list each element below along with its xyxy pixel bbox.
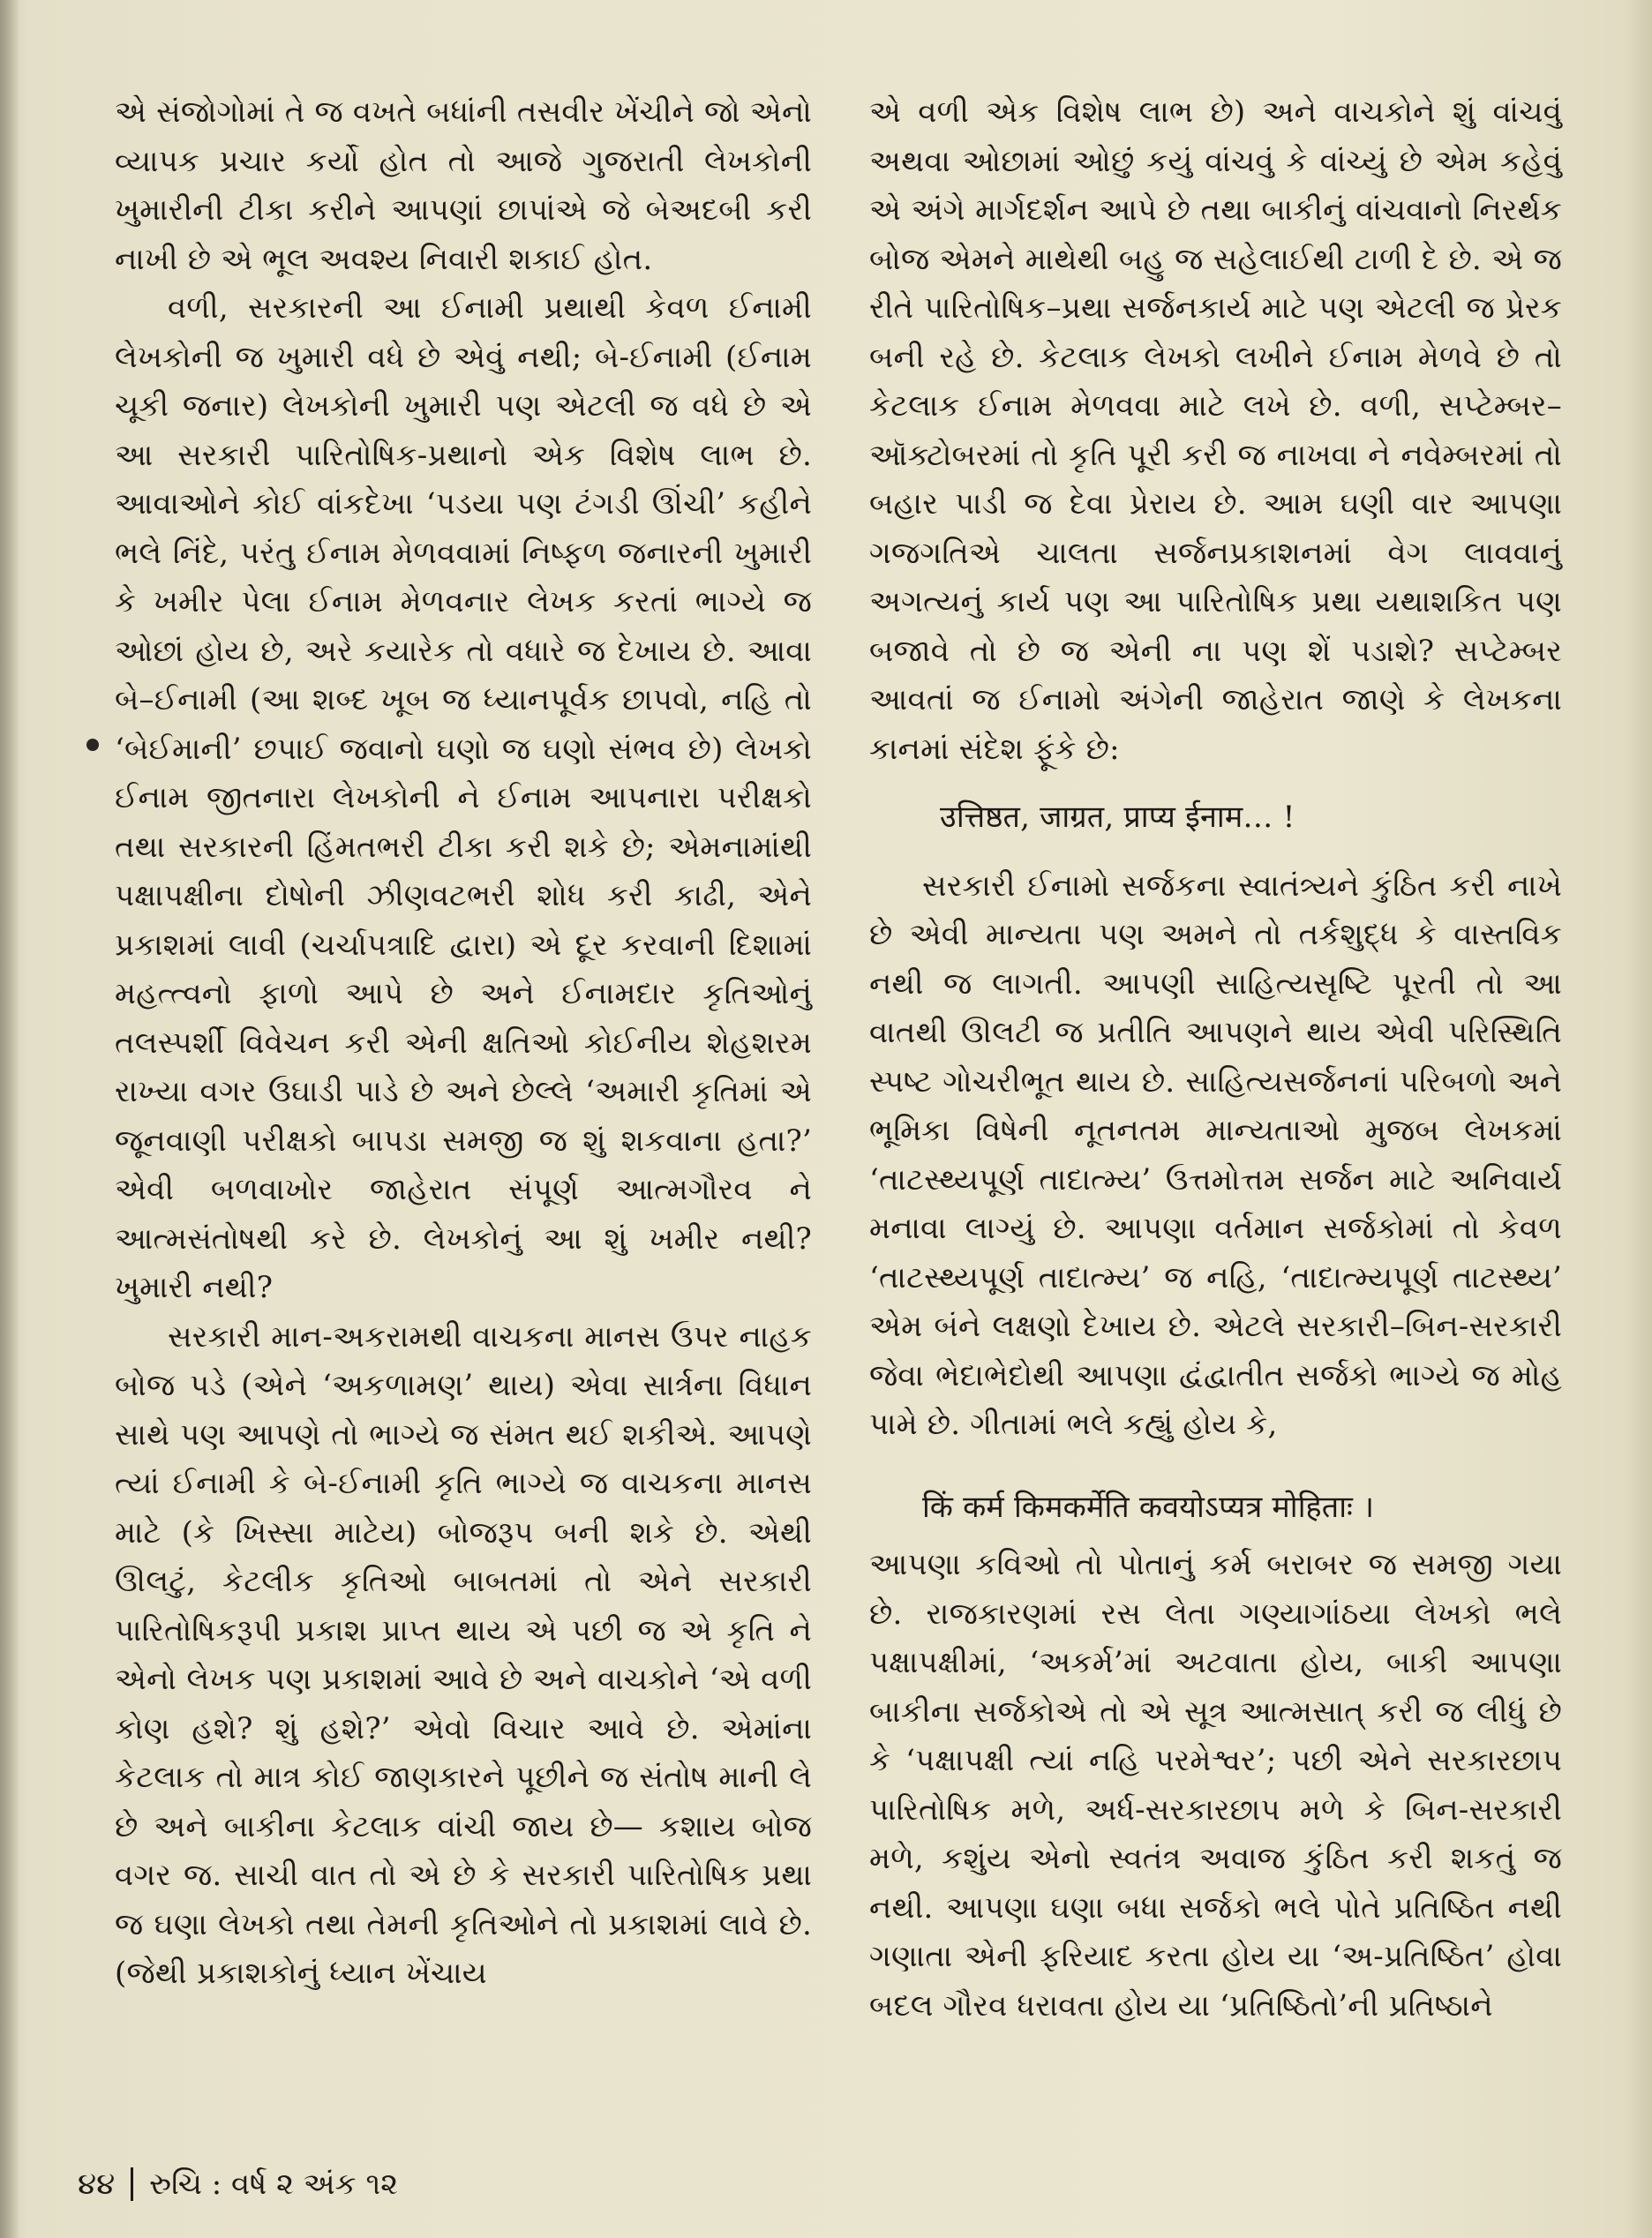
paragraph: વળી, સરકારની આ ઈનામી પ્રથાથી કેવળ ઈનામી લેખકોની જ ખુમારી વધે છે એવું નથી; બે-ઈનામી (ઈનામ ચૂકી જનાર) લેખકોની ખુમારી પણ એટલી જ વધે છે એ આ સરકારી પારિતોષિક-પ્રથાનો એક વિશેષ લાભ છે. આવાઓને કોઈ વાંકદેખા ‘પડયા પણ ટંગડી ઊંચી’ કહીને ભલે નિંદે, પરંતુ ઈનામ મેળવવામાં નિષ્ફળ જનારની ખુમારી કે ખમીર પેલા ઈનામ મેળવનાર લેખક કરતાં ભાગ્યે જ ઓછાં હોય છે, અરે કયારેક તો વધારે જ દેખાય છે. આવા બે–ઈનામી (આ શબ્દ ખૂબ જ ધ્યાનપૂર્વક છાપવો, નહિ તો ‘બેઈમાની’ છપાઈ જવાનો ઘણો જ ઘણો સંભવ છે) લેખકો ઈનામ જીતનારા લેખકોની ને ઈનામ આપનારા પરીક્ષકો તથા સરકારની હિંમતભરી ટીકા કરી શકે છે; એમનામાંથી પક્ષાપક્ષીના દોષોની ઝીણવટભરી શોધ કરી કાઢી, એને પ્રકાશમાં લાવી (ચર્ચાપત્રાદિ દ્વારા) એ દૂર કરવાની દિશામાં મહત્ત્વનો ફાળો આપે છે અને ઈનામદાર કૃતિઓનું તલસ્પર્શી વિવેચન કરી એની ક્ષતિઓ કોઈનીય શેહશરમ રાખ્યા વગર ઉઘાડી પાડે છે અને છેલ્લે ‘અમારી કૃતિમાં એ જૂનવાણી પરીક્ષકો બાપડા સમજી જ શું શકવાના હતા?’ એવી બળવાખોર જાહેરાત સંપૂર્ણ આત્મગૌરવ ને આત્મસંતોષથી કરે છે. લેખકોનું આ શું ખમીર નથી? ખુમારી નથી? xyxy=(115,290,812,1305)
paragraph: એ સંજોગોમાં તે જ વખતે બધાંની તસવીર ખેંચીને જો એનો વ્યાપક પ્રચાર કર્યો હોત તો આજે ગુજરાતી લેખકોની ખુમારીની ટીકા કરીને આપણાં છાપાંએ જે બેઅદબી કરી નાખી છે એ ભૂલ અવશ્ય નિવારી શકાઈ હોત. xyxy=(115,94,812,277)
publication-issue: રુચિ : વર્ષ ૨ અંક ૧૨ xyxy=(149,2167,399,2202)
page-number: ૪૪ xyxy=(78,2167,116,2202)
footer-divider xyxy=(131,2167,133,2201)
paragraph: એ વળી એક વિશેષ લાભ છે) અને વાચકોને શું વાંચવું અથવા ઓછામાં ઓછું કયું વાંચવું કે વાંચ્યું છે એમ કહેવું એ અંગે માર્ગદર્શન આપે છે તથા બાકીનું વાંચવાનો નિરર્થક બોજ એમને માથેથી બહુ જ સહેલાઈથી ટાળી દે છે. એ જ રીતે પારિતોષિક–પ્રથા સર્જનકાર્ય માટે પણ એટલી જ પ્રેરક બની રહે છે. કેટલાક લેખકો લખીને ઈનામ મેળવે છે તો કેટલાક ઈનામ મેળવવા માટે લખે છે. વળી, સપ્ટેમ્બર–ઑક્ટોબરમાં તો કૃતિ પૂરી કરી જ નાખવા ને નવેમ્બરમાં તો બહાર પાડી જ દેવા પ્રેરાય છે. આમ ઘણી વાર આપણા ગજગતિએ ચાલતા સર્જનપ્રકાશનમાં વેગ લાવવાનું અગત્યનું કાર્ય પણ આ પારિતોષિક પ્રથા યથાશકિત પણ બજાવે તો છે જ એની ના પણ શેં પડાશે? સપ્ટેમ્બર આવતાં જ ઈનામો અંગેની જાહેરાત જાણે કે લેખકના કાનમાં સંદેશ ફૂંકે છે: xyxy=(869,94,1562,767)
paragraph: સરકારી ઈનામો સર્જકના સ્વાતંત્ર્યને કુંઠિત કરી નાખે છે એવી માન્યતા પણ અમને તો તર્કશુદ્ધ કે વાસ્તવિક નથી જ લાગતી. આપણી સાહિત્યસૃષ્ટિ પૂરતી તો આ વાતથી ઊલટી જ પ્રતીતિ આપણને થાય એવી પરિસ્થિતિ સ્પષ્ટ ગોચરીભૂત થાય છે. સાહિત્યસર્જનનાં પરિબળો અને ભૂમિકા વિષેની નૂતનતમ માન્યતાઓ મુજબ લેખકમાં ‘તાટસ્થ્યપૂર્ણ તાદાત્મ્ય’ ઉત્તમોત્તમ સર્જન માટે અનિવાર્ય મનાવા લાગ્યું છે. આપણા વર્તમાન સર્જકોમાં તો કેવળ ‘તાટસ્થ્યપૂર્ણ તાદાત્મ્ય’ જ નહિ, ‘તાદાત્મ્યપૂર્ણ તાટસ્થ્ય’ એમ બંને લક્ષણો દેખાય છે. એટલે સરકારી–બિન-સરકારી જેવા ભેદાભેદોથી આપણા દ્વંદ્વાતીત સર્જકો ભાગ્યે જ મોહ પામે છે. ગીતામાં ભલે કહ્યું હોય કે, xyxy=(869,867,1562,1442)
page-edge-shadow xyxy=(0,0,19,2238)
right-text-column xyxy=(869,88,1562,2031)
paragraph: આપણા કવિઓ તો પોતાનું કર્મ બરાબર જ સમજી ગયા છે. રાજકારણમાં રસ લેતા ગણ્યાગાંઠયા લેખકો ભલે પક્ષાપક્ષીમાં, ‘અકર્મ’માં અટવાતા હોય, બાકી આપણા બાકીના સર્જકોએ તો એ સૂત્ર આત્મસાત્ કરી જ લીધું છે કે ‘પક્ષાપક્ષી ત્યાં નહિ પરમેશ્વર’; પછી એને સરકારછાપ પારિતોષિક મળે, અર્ધ-સરકારછાપ મળે કે બિન-સરકારી મળે, કશુંય એનો સ્વતંત્ર અવાજ કુંઠિત કરી શકતું જ નથી. આપણા ઘણા બધા સર્જકો ભલે પોતે પ્રતિષ્ઠિત નથી ગણાતા એની ફરિયાદ કરતા હોય યા ‘અ-પ્રતિષ્ઠિત’ હોવા બદલ ગૌરવ ધરાવતા હોય યા ‘પ્રતિષ્ઠિતો’ની પ્રતિષ્ઠાને xyxy=(869,1547,1562,2024)
left-text-column xyxy=(115,88,812,1999)
margin-dot xyxy=(86,739,99,751)
quotation: किं कर्म किमकर्मेति कवयोऽप्यत्र मोहिताः । xyxy=(922,1489,1375,1525)
quotation: उत्तिष्ठत, जाग्रत, प्राप्य ईनाम… ! xyxy=(940,800,1295,835)
paragraph: સરકારી માન-અકરામથી વાચકના માનસ ઉપર નાહક બોજ પડે (એને ‘અકળામણ’ થાય) એવા સાર્ત્રના વિધાન સાથે પણ આપણે તો ભાગ્યે જ સંમત થઈ શકીએ. આપણે ત્યાં ઈનામી કે બે-ઈનામી કૃતિ ભાગ્યે જ વાચકના માનસ માટે (કે ખિસ્સા માટેય) બોજરૂપ બની શકે છે. એથી ઊલટું, કેટલીક કૃતિઓ બાબતમાં તો એને સરકારી પારિતોષિકરૂપી પ્રકાશ પ્રાપ્ત થાય એ પછી જ એ કૃતિ ને એનો લેખક પણ પ્રકાશમાં આવે છે અને વાચકોને ‘એ વળી કોણ હશે? શું હશે?’ એવો વિચાર આવે છે. એમાંના કેટલાક તો માત્ર કોઈ જાણકારને પૂછીને જ સંતોષ માની લે છે અને બાકીના કેટલાક વાંચી જાય છે— કશાય બોજ વગર જ. સાચી વાત તો એ છે કે સરકારી પારિતોષિક પ્રથા જ ઘણા લેખકો તથા તેમની કૃતિઓને તો પ્રકાશમાં લાવે છે. (જેથી પ્રકાશકોનું ધ્યાન ખેંચાય xyxy=(115,1318,812,1991)
page-footer xyxy=(78,2167,398,2202)
